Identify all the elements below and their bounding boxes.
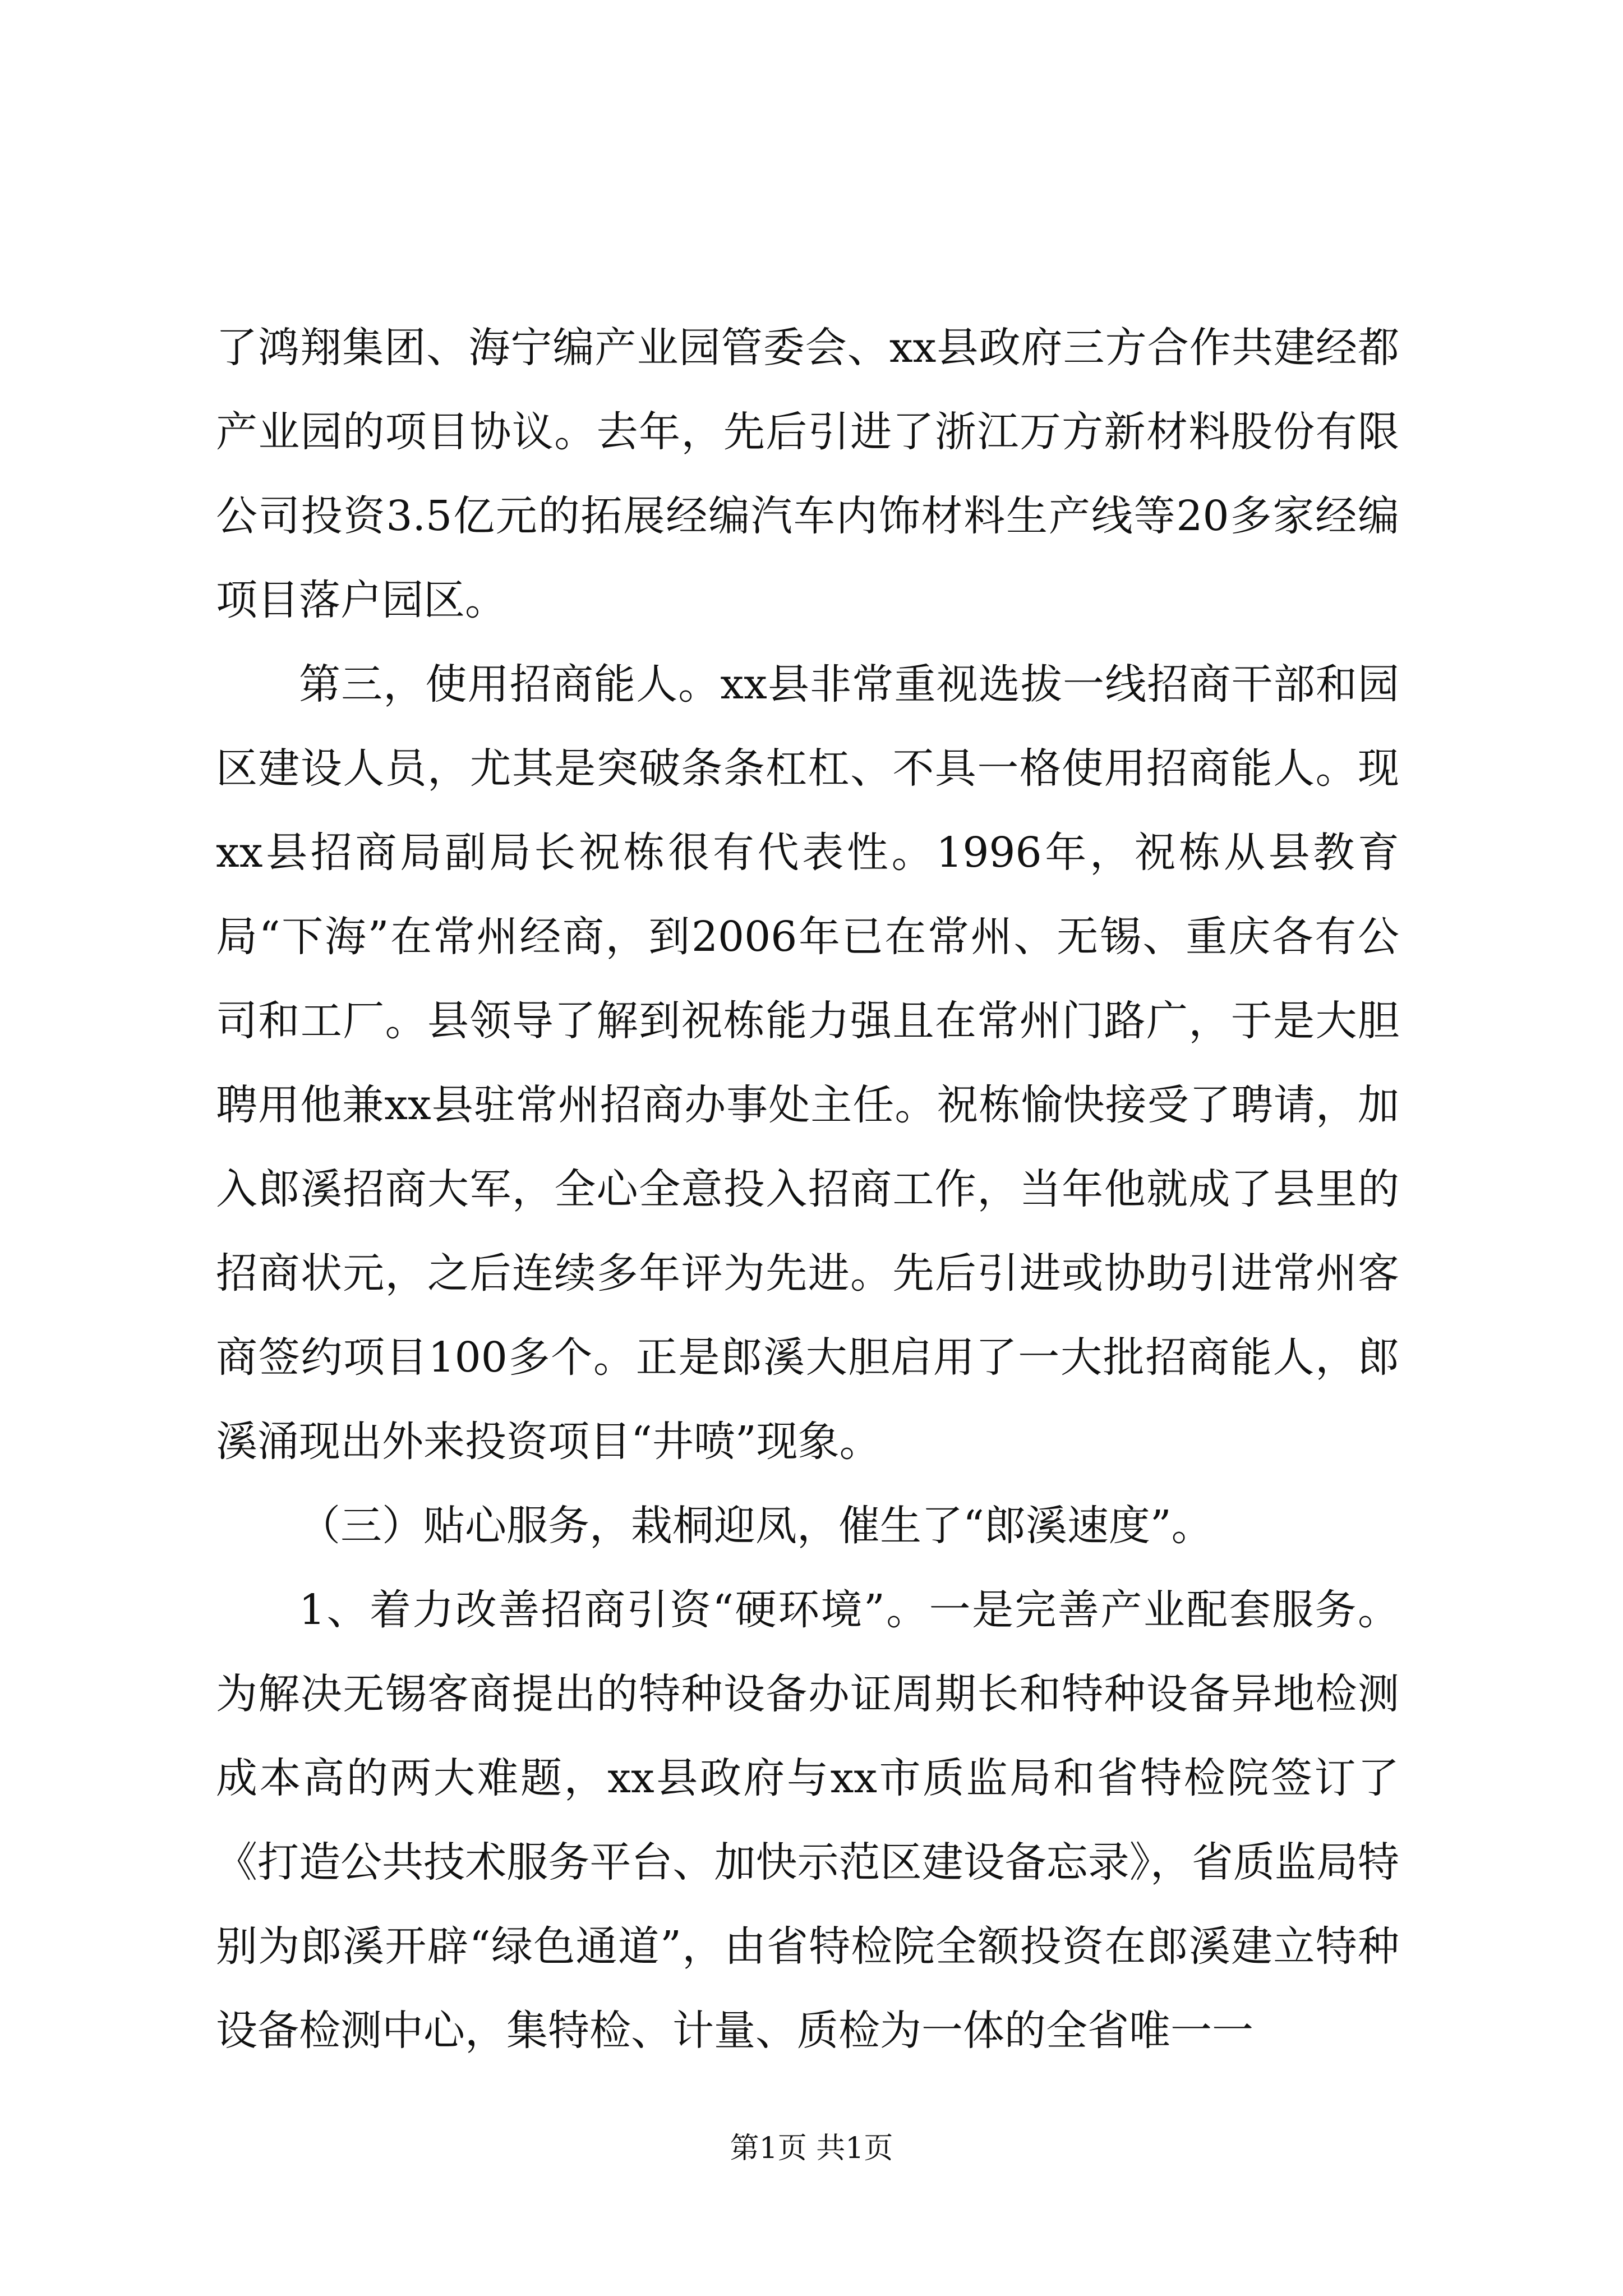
section-heading: （三）贴心服务，栽桐迎凤，催生了“郎溪速度”。 (299, 1502, 1213, 1550)
paragraph-third-point: 第三，使用招商能人。xx县非常重视选拔一线招商干部和园区建设人员，尤其是突破条条杠杠、不具一格使用招商能人。现xx县招商局副局长祝栋很有代表性。1996年，祝栋从县教育局“下海”在常州经商，到2006年已在常州、无锡、重庆各有公司和工厂。县领导了解到祝栋能力强且在常州门路广，于是大胆聘用他兼xx县驻常州招商办事处主任。祝栋愉快接受了聘请，加入郎溪招商大军，全心全意投入招商工作，当年他就成了县里的招商状元，之后连续多年评为先进。先后引进或协助引进常州客商签约项目100多个。正是郎溪大胆启用了一大批招商能人，郎溪涌现出外来投资项目“井喷”现象。 (216, 660, 1399, 1466)
document-body (216, 306, 1399, 2073)
page-footer: 第1页 共1页 (730, 2132, 893, 2165)
paragraph-hard-environment: 1、着力改善招商引资“硬环境”。一是完善产业配套服务。为解决无锡客商提出的特种设备办证周期长和特种设备异地检测成本高的两大难题，xx县政府与xx市质监局和省特检院签订了《打造公共技术服务平台、加快示范区建设备忘录》，省质监局特别为郎溪开辟“绿色通道”，由省特检院全额投资在郎溪建立特种设备检测中心，集特检、计量、质检为一体的全省唯一一 (216, 1586, 1399, 2055)
paragraph-continuation: 了鸿翔集团、海宁编产业园管委会、xx县政府三方合作共建经都产业园的项目协议。去年，先后引进了浙江万方新材料股份有限公司投资3.5亿元的拓展经编汽车内饰材料生产线等20多家经编项目落户园区。 (216, 324, 1399, 624)
